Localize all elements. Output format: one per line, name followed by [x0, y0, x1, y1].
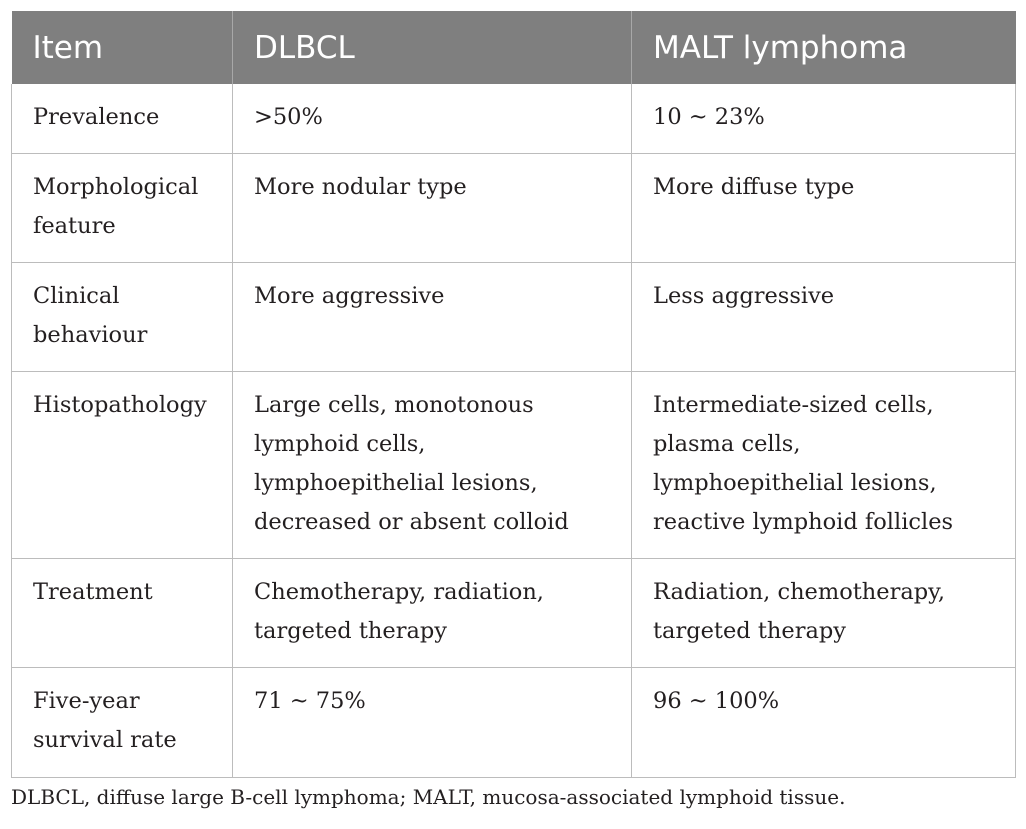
cell-dlbcl: Chemotherapy, radiation, targeted therapy [233, 558, 632, 667]
table-body [12, 84, 1016, 777]
comparison-table-container [11, 11, 1015, 778]
cell-malt: 96 ~ 100% [632, 667, 1016, 777]
cell-dlbcl: >50% [233, 84, 632, 153]
cell-item: Histopathology [12, 371, 233, 558]
table-row-five-year-survival [12, 667, 1016, 777]
cell-item: Morphological feature [12, 153, 233, 262]
cell-dlbcl: Large cells, monotonous lymphoid cells, lymphoepithelial lesions, decreased or absent colloid [233, 371, 632, 558]
header-row [12, 11, 1016, 84]
cell-malt: Less aggressive [632, 262, 1016, 371]
cell-dlbcl: More nodular type [233, 153, 632, 262]
table-header [12, 11, 1016, 84]
cell-item: Five-year survival rate [12, 667, 233, 777]
cell-item: Clinical behaviour [12, 262, 233, 371]
table-row-morphological-feature [12, 153, 1016, 262]
table-row-prevalence [12, 84, 1016, 153]
table-row-treatment [12, 558, 1016, 667]
cell-dlbcl: More aggressive [233, 262, 632, 371]
table-footnote: DLBCL, diffuse large B-cell lymphoma; MALT, mucosa-associated lymphoid tissue. [11, 785, 846, 809]
cell-malt: Radiation, chemotherapy, targeted therapy [632, 558, 1016, 667]
cell-item: Treatment [12, 558, 233, 667]
header-malt-lymphoma: MALT lymphoma [632, 11, 1016, 84]
cell-malt: Intermediate-sized cells, plasma cells, lymphoepithelial lesions, reactive lymphoid follicles [632, 371, 1016, 558]
header-dlbcl: DLBCL [233, 11, 632, 84]
comparison-table [11, 11, 1016, 778]
cell-malt: More diffuse type [632, 153, 1016, 262]
cell-dlbcl: 71 ~ 75% [233, 667, 632, 777]
header-item: Item [12, 11, 233, 84]
cell-item: Prevalence [12, 84, 233, 153]
table-row-clinical-behaviour [12, 262, 1016, 371]
cell-malt: 10 ~ 23% [632, 84, 1016, 153]
table-row-histopathology [12, 371, 1016, 558]
